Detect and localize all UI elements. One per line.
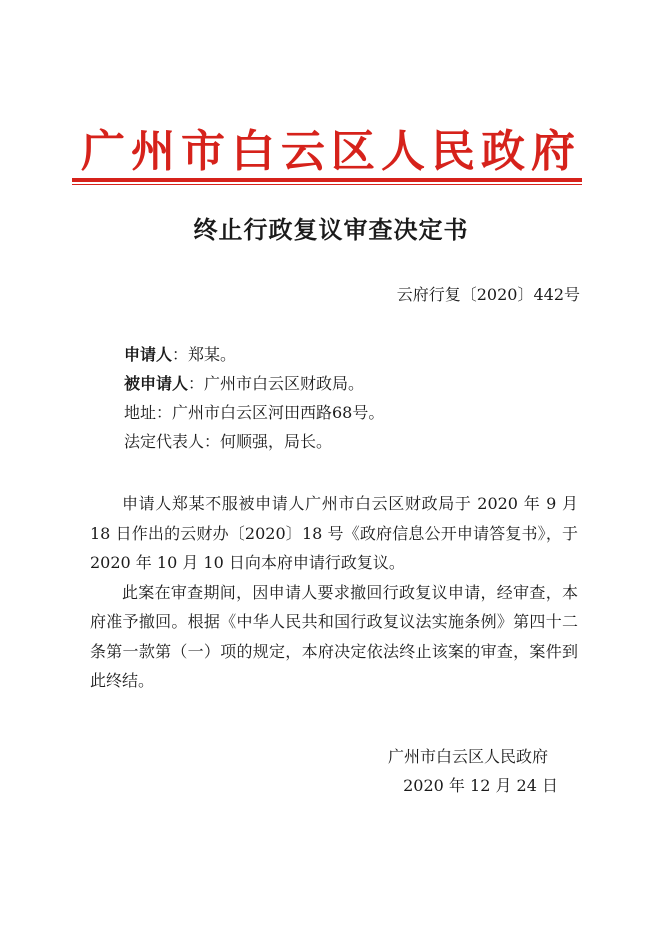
document-title: 终止行政复议审查决定书 <box>193 215 469 244</box>
document-number: 云府行复〔2020〕442号 <box>396 285 580 304</box>
agency-header: 广州市白云区人民政府 <box>81 126 581 177</box>
applicant-value: ：郑某。 <box>172 345 237 364</box>
respondent-value: ：广州市白云区财政局。 <box>188 374 365 393</box>
issuer-name: 广州市白云区人民政府 <box>387 747 548 766</box>
paragraph-2: 此案在审查期间，因申请人要求撤回行政复议申请，经审查，本府准予撤回。根据《中华人民共和国行政复议法实施条例》第四十二条第一款第（一）项的规定，本府决定依法终止该案的审查，案件到此终结。 <box>90 582 578 690</box>
header-rule-thick <box>72 178 582 182</box>
body-text <box>90 489 578 696</box>
respondent-label: 被申请人 <box>124 374 189 393</box>
header-rule-thin <box>72 184 582 185</box>
applicant-label: 申请人 <box>124 345 173 364</box>
respondent-row <box>124 369 384 398</box>
parties-block <box>124 340 384 456</box>
address-row: 地址：广州市白云区河田西路68号。 <box>124 403 385 422</box>
paragraph-1: 申请人郑某不服被申请人广州市白云区财政局于 2020 年 9 月 18 日作出的云财办〔2020〕18 号《政府信息公开申请答复书》，于 2020 年 10 月 10 日向本府申请行政复议。 <box>90 494 578 572</box>
issue-date: 2020 年 12 月 24 日 <box>403 776 558 795</box>
signature-block <box>387 742 558 800</box>
legal-rep-row: 法定代表人：何顺强，局长。 <box>124 432 333 451</box>
applicant-row <box>124 340 384 369</box>
